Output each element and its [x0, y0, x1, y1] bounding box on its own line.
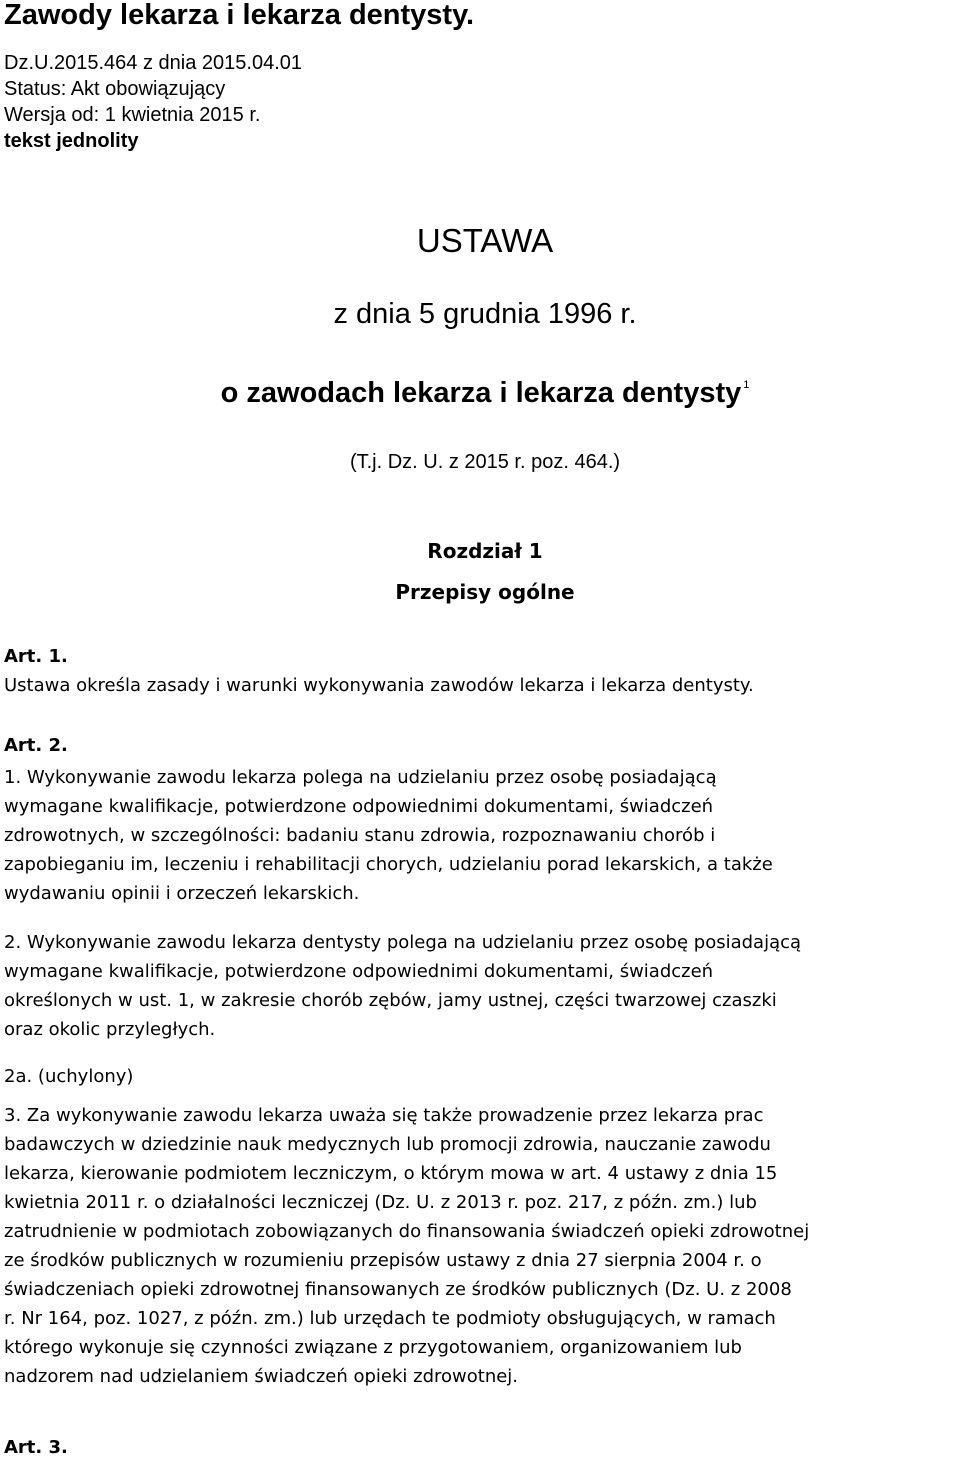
text-line: ze środków publicznych w rozumieniu przepisów ustawy z dnia 27 sierpnia 2004 r. o [4, 1250, 762, 1271]
text-line: lekarza, kierowanie podmiotem leczniczym, o którym mowa w art. 4 ustawy z dnia 15 [4, 1163, 778, 1184]
text-line: oraz okolic przyległych. [4, 1019, 216, 1040]
text-line: badawczych w dziedzinie nauk medycznych lub promocji zdrowia, nauczanie zawodu [4, 1134, 771, 1155]
article-1-heading: Art. 1. [4, 646, 68, 667]
article-2-paragraph-1 [4, 763, 960, 908]
text-line: zapobieganiu im, leczeniu i rehabilitacji chorych, udzielaniu porad lekarskich, a także [4, 854, 773, 875]
text-line: 2a. (uchylony) [4, 1066, 134, 1087]
document-title: Zawody lekarza i lekarza dentysty. [4, 0, 475, 31]
text-line: wydawaniu opinii i orzeczeń lekarskich. [4, 883, 360, 904]
text-line: świadczeniach opieki zdrowotnej finansowanych ze środków publicznych (Dz. U. z 2008 [4, 1279, 792, 1300]
text-line: wymagane kwalifikacje, potwierdzone odpowiednimi dokumentami, świadczeń [4, 961, 714, 982]
chapter-number: Rozdział 1 [427, 539, 543, 563]
text-line: nadzorem nad udzielaniem świadczeń opieki zdrowotnej. [4, 1366, 519, 1387]
text-line: którego wykonuje się czynności związane z przygotowaniem, organizowaniem lub [4, 1337, 742, 1358]
version-info: Wersja od: 1 kwietnia 2015 r. [4, 104, 261, 126]
act-reference: (T.j. Dz. U. z 2015 r. poz. 464.) [349, 451, 621, 473]
act-subject [0, 368, 960, 410]
text-line: 3. Za wykonywanie zawodu lekarza uważa się także prowadzenie przez lekarza prac [4, 1105, 764, 1126]
act-type-heading: USTAWA [416, 222, 554, 259]
publication-info: Dz.U.2015.464 z dnia 2015.04.01 [4, 52, 302, 74]
text-line: zdrowotnych, w szczególności: badaniu stanu zdrowia, rozpoznawaniu chorób i [4, 825, 716, 846]
status-info: Status: Akt obowiązujący [4, 78, 226, 100]
act-subject-text: o zawodach lekarza i lekarza dentysty [220, 377, 742, 409]
act-date: z dnia 5 grudnia 1996 r. [333, 298, 637, 330]
text-line: wymagane kwalifikacje, potwierdzone odpowiednimi dokumentami, świadczeń [4, 796, 714, 817]
article-2-paragraph-2a [4, 1062, 960, 1091]
text-line: r. Nr 164, poz. 1027, z późn. zm.) lub urzędach te podmioty obsługujących, w ramach [4, 1308, 776, 1329]
text-line: 1. Wykonywanie zawodu lekarza polega na udzielaniu przez osobę posiadającą [4, 767, 717, 788]
chapter-title: Przepisy ogólne [395, 580, 575, 604]
article-2-paragraph-3 [4, 1101, 960, 1391]
text-type-label: tekst jednolity [4, 130, 139, 152]
text-line: Ustawa określa zasady i warunki wykonywania zawodów lekarza i lekarza dentysty. [4, 675, 754, 696]
text-line: zatrudnienie w podmiotach zobowiązanych do finansowania świadczeń opieki zdrowotnej [4, 1221, 810, 1242]
article-1-text [4, 671, 960, 700]
text-line: 2. Wykonywanie zawodu lekarza dentysty polega na udzielaniu przez osobę posiadającą [4, 932, 802, 953]
text-line: kwietnia 2011 r. o działalności leczniczej (Dz. U. z 2013 r. poz. 217, z późn. zm.) lub [4, 1192, 757, 1213]
text-line: określonych w ust. 1, w zakresie chorób zębów, jamy ustnej, części twarzowej czaszki [4, 990, 777, 1011]
article-2-paragraph-2 [4, 928, 960, 1044]
article-3-heading: Art. 3. [4, 1437, 68, 1458]
article-2-heading: Art. 2. [4, 735, 68, 756]
footnote-mark[interactable]: 1 [743, 379, 750, 391]
